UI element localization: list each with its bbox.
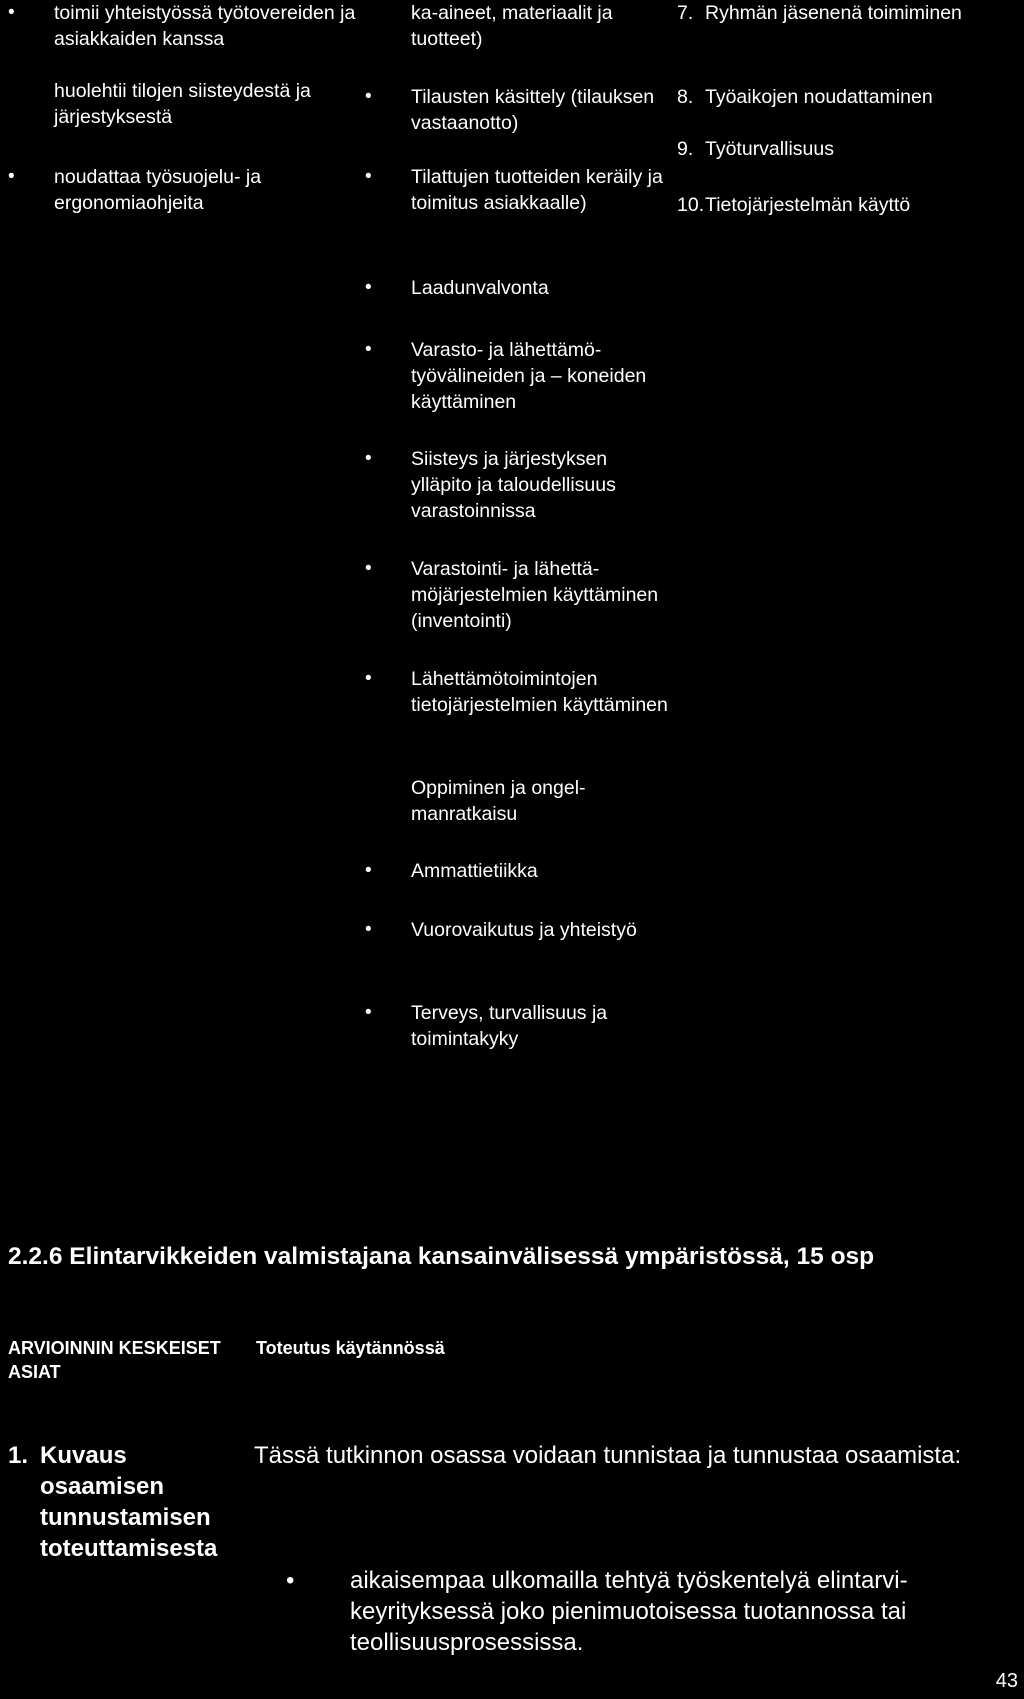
numbered-item xyxy=(677,0,1017,26)
list-item xyxy=(8,78,358,130)
criterion-label xyxy=(8,1440,238,1564)
list-item xyxy=(365,446,670,524)
list-item-text: • Varastointi- ja lähettämöjärjestelmien käyttäminen (inventointi) xyxy=(411,558,659,632)
list-item xyxy=(365,337,670,415)
list-item-text: • Lähettämötoimintojen tietojärjestelmien käyttäminen xyxy=(411,668,668,716)
implementation-intro: Tässä tutkinnon osassa voidaan tunnistaa ja tunnustaa osaamista: xyxy=(254,1442,962,1469)
list-item-text: • toimii yhteistyössä työtovereiden ja asiakkaiden kanssa xyxy=(54,2,356,50)
bullet-text: aikaisempaa ulkomailla tehtyä työskentelyä elintarvikeyrityksessä joko pienimuotoisessa tuotannossa tai teollisuusprosessissa. xyxy=(350,1567,908,1656)
item-number: 10. xyxy=(677,194,705,216)
list-item xyxy=(365,556,670,634)
item-text: Työturvallisuus xyxy=(705,138,834,160)
list-item-text: ka-aineet, materiaalit ja tuotteet) xyxy=(411,2,613,50)
criterion-number: 1. xyxy=(8,1442,29,1469)
numbered-item xyxy=(677,136,1017,162)
numbered-item xyxy=(677,192,1017,218)
list-item-text: • noudattaa työsuojelu- ja ergonomiaohjeita xyxy=(54,166,262,214)
list-item xyxy=(8,164,358,216)
list-item xyxy=(365,917,670,943)
list-item-text: • Tilattujen tuotteiden keräily ja toimitus asiakkaalle) xyxy=(411,166,663,214)
item-number: 9. xyxy=(677,138,694,160)
list-item xyxy=(365,666,670,718)
list-item-text: • Siisteys ja järjestyksen ylläpito ja taloudellisuus varastoinnissa xyxy=(411,448,616,522)
criterion-text: Kuvaus osaamisen tunnustamisen toteuttamisesta xyxy=(40,1442,218,1562)
list-item xyxy=(365,84,670,136)
list-item-text: • Laadunvalvonta xyxy=(411,277,549,299)
list-item-text: • Vuorovaikutus ja yhteistyö xyxy=(411,919,637,941)
list-item-text: • Varasto- ja lähettämötyövälineiden ja – koneiden käyttäminen xyxy=(411,339,647,413)
bullet-icon: • xyxy=(286,1567,295,1594)
item-text: Ryhmän jäsenenä toimiminen xyxy=(705,2,962,24)
column-header-evaluation: ARVIOINNIN KESKEISET ASIAT xyxy=(8,1338,221,1382)
list-item xyxy=(365,275,670,301)
page-number: 43 xyxy=(995,1670,1018,1692)
implementation-bullet xyxy=(286,1565,1016,1658)
item-number: 8. xyxy=(677,86,694,108)
item-number: 7. xyxy=(677,2,694,24)
list-item-text: huolehtii tilojen siisteydestä ja järjestyksestä xyxy=(54,80,311,128)
list-item-text: • Terveys, turvallisuus ja toimintakyky xyxy=(411,1002,608,1050)
list-item-text: Oppiminen ja ongelmanratkaisu xyxy=(411,777,586,825)
list-item xyxy=(365,1000,670,1052)
item-text: Työaikojen noudattaminen xyxy=(705,86,933,108)
list-item xyxy=(8,0,358,52)
item-text: Tietojärjestelmän käyttö xyxy=(705,194,911,216)
list-item-text: • Tilausten käsittely (tilauksen vastaanotto) xyxy=(411,86,655,134)
section-title: 2.2.6 Elintarvikkeiden valmistajana kansainvälisessä ympäristössä, 15 osp xyxy=(8,1243,875,1270)
list-item xyxy=(365,775,670,827)
list-item-text: • Ammattietiikka xyxy=(411,860,538,882)
numbered-item xyxy=(677,84,1017,110)
list-item xyxy=(365,858,670,884)
list-item xyxy=(365,164,670,216)
list-item xyxy=(365,0,670,52)
column-header-implementation: Toteutus käytännössä xyxy=(256,1338,445,1358)
